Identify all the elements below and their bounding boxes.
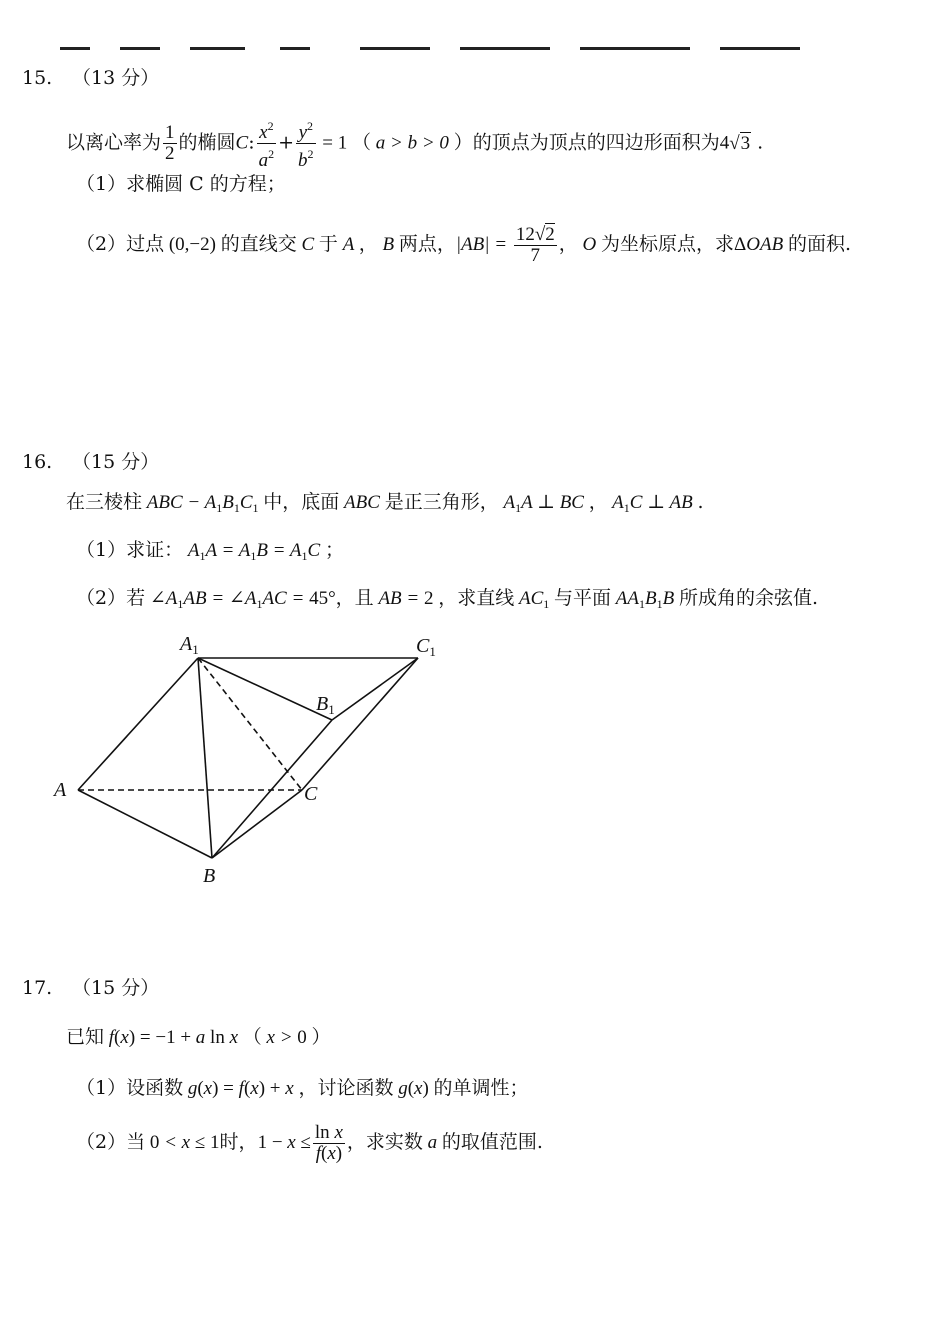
q16-part2: （2）若 $\angle A_1AB$ = $\angle A_1AC = 45^\circ$，且 AB = 2 ，求直线 $AC_1$ 与平面 $AA_1B_1B$ 所成角的余弦值. [76, 587, 819, 611]
q15-number: 15. [22, 67, 53, 89]
q16-part2-text-2: ，且 [335, 587, 374, 609]
q15-part2-text-5: 两点， [398, 233, 456, 255]
q16-part2-text-4: 与平面 [554, 587, 612, 609]
q17-score: （15 分） [72, 977, 160, 999]
edge-b1c1 [332, 658, 418, 720]
q17-part2-text-3: ，求实数 [346, 1131, 423, 1153]
q15-part2-text-8: 的面积. [787, 233, 851, 255]
q15-part2: （2）过点 (0,−2) 的直线交 C 于 A ， B 两点，|AB| = $\frac{12√2}{7}$ ， O 为坐标原点，求ΔOAB 的面积. [76, 223, 851, 266]
ab-length-fraction: $\frac{12√2}{7}$ [515, 223, 555, 266]
q15-stem-text-1: 以离心率为 [66, 131, 162, 154]
q15-part2-text-3: 于 [318, 233, 338, 255]
q16-stem-text-2: 中，底面 [263, 491, 340, 513]
q16-stem-text-4: ， [588, 491, 608, 513]
sqrt-3: √3 [729, 132, 751, 154]
q17-stem-text-3: ） [311, 1026, 331, 1048]
q16-part2-text-1: （2）若 [76, 587, 146, 609]
q17-number: 17. [22, 977, 53, 999]
q17-part2-text-1: （2）当 [76, 1131, 146, 1153]
q16-stem-text-1: 在三棱柱 [66, 491, 143, 513]
q16-part2-text-5: 所成角的余弦值. [678, 587, 819, 609]
edge-bc [212, 790, 302, 858]
ellipse-y-term: $\frac{y^2}{b^2}$ [296, 116, 316, 171]
eccentricity-fraction: $\frac{1}{2}$ [165, 122, 175, 164]
q17-part1-text-1: （1）设函数 [76, 1077, 184, 1099]
q15-stem-text-3: （ [352, 131, 372, 154]
q15-part1 [76, 172, 286, 196]
q15-part2-text-1: （2）过点 [76, 233, 165, 255]
edge-a1a [78, 658, 198, 790]
edge-cc1 [302, 658, 418, 790]
q17-stem-text-1: 已知 [66, 1026, 105, 1048]
lnx-over-fx-fraction: $\frac{\text{ln x}}{f(x)}$ [314, 1121, 343, 1164]
label-a: A [54, 779, 67, 801]
q15-part2-text-2: 的直线交 [220, 233, 297, 255]
q17-part1-text-2: ，讨论函数 [298, 1077, 394, 1099]
q16-score: （15 分） [72, 451, 160, 473]
q17-header [22, 976, 159, 1000]
label-c: C [304, 783, 318, 805]
q15-part2-text-4: ， [358, 233, 378, 255]
prism-diagram [40, 620, 460, 900]
q16-part1-text: （1）求证： [76, 539, 184, 561]
q15-header [22, 66, 159, 90]
q15-stem: 以离心率为 $\frac{1}{2}$ 的椭圆C: $\frac{x^2}{a^2}$ + $\frac{y^2}{b^2}$ = 1 （ a > b > 0 ）的顶点为顶点的四边形面积为4√3 . [66, 116, 763, 171]
q17-part2-text-4: 的取值范围. [441, 1131, 543, 1153]
q15-part1-text: （1）求椭圆 C 的方程； [76, 173, 286, 195]
edge-a1b [198, 658, 212, 858]
edge-ab [78, 790, 212, 858]
label-b1: $B_1$ [316, 693, 335, 717]
q15-stem-text-2: 的椭圆 [178, 131, 236, 154]
q15-part2-text-7: 为坐标原点，求 [601, 233, 735, 255]
q16-header [22, 450, 159, 474]
q16-part1: （1）求证： $A_1A = A_1B = A_1C$ ； [76, 539, 344, 563]
label-a1: $A_1$ [180, 633, 199, 657]
edge-a1c-hidden [198, 658, 302, 790]
q17-part2-text-2: 时， [219, 1131, 258, 1153]
q17-part2: （2）当 0 < x ≤ 1时，1 − x ≤ $\frac{\text{ln x}}{f(x)}$ ，求实数 a 的取值范围. [76, 1121, 543, 1164]
q16-stem-text-3: 是正三角形， [384, 491, 499, 513]
q17-part1-text-3: 的单调性； [433, 1077, 529, 1099]
q17-stem-text-2: （ [242, 1026, 262, 1048]
q15-stem-text-4: ）的顶点为顶点的四边形面积为 [453, 131, 720, 154]
q16-part2-text-3: ，求直线 [438, 587, 515, 609]
q16-stem: 在三棱柱 ABC − $A_1B_1C_1$ 中，底面 ABC 是正三角形， $A_1A$ ⊥ BC ， $A_1C$ ⊥ AB . [66, 491, 704, 515]
label-c1: $C_1$ [416, 635, 436, 659]
edge-a1b1 [198, 658, 332, 720]
q17-stem: 已知 f(x) = −1 + a ln x （ x > 0 ） [66, 1026, 331, 1048]
q15-part2-text-6: ， [558, 233, 578, 255]
ellipse-x-term: $\frac{x^2}{a^2}$ [257, 116, 277, 171]
q17-part1: （1）设函数 g(x) = f(x) + x ，讨论函数 g(x) 的单调性； [76, 1077, 529, 1099]
q15-score: （13 分） [72, 67, 160, 89]
q16-stem-text-5: . [697, 491, 704, 513]
label-b: B [203, 865, 216, 887]
q16-number: 16. [22, 451, 53, 473]
cut-off-text-fragment [60, 40, 830, 50]
